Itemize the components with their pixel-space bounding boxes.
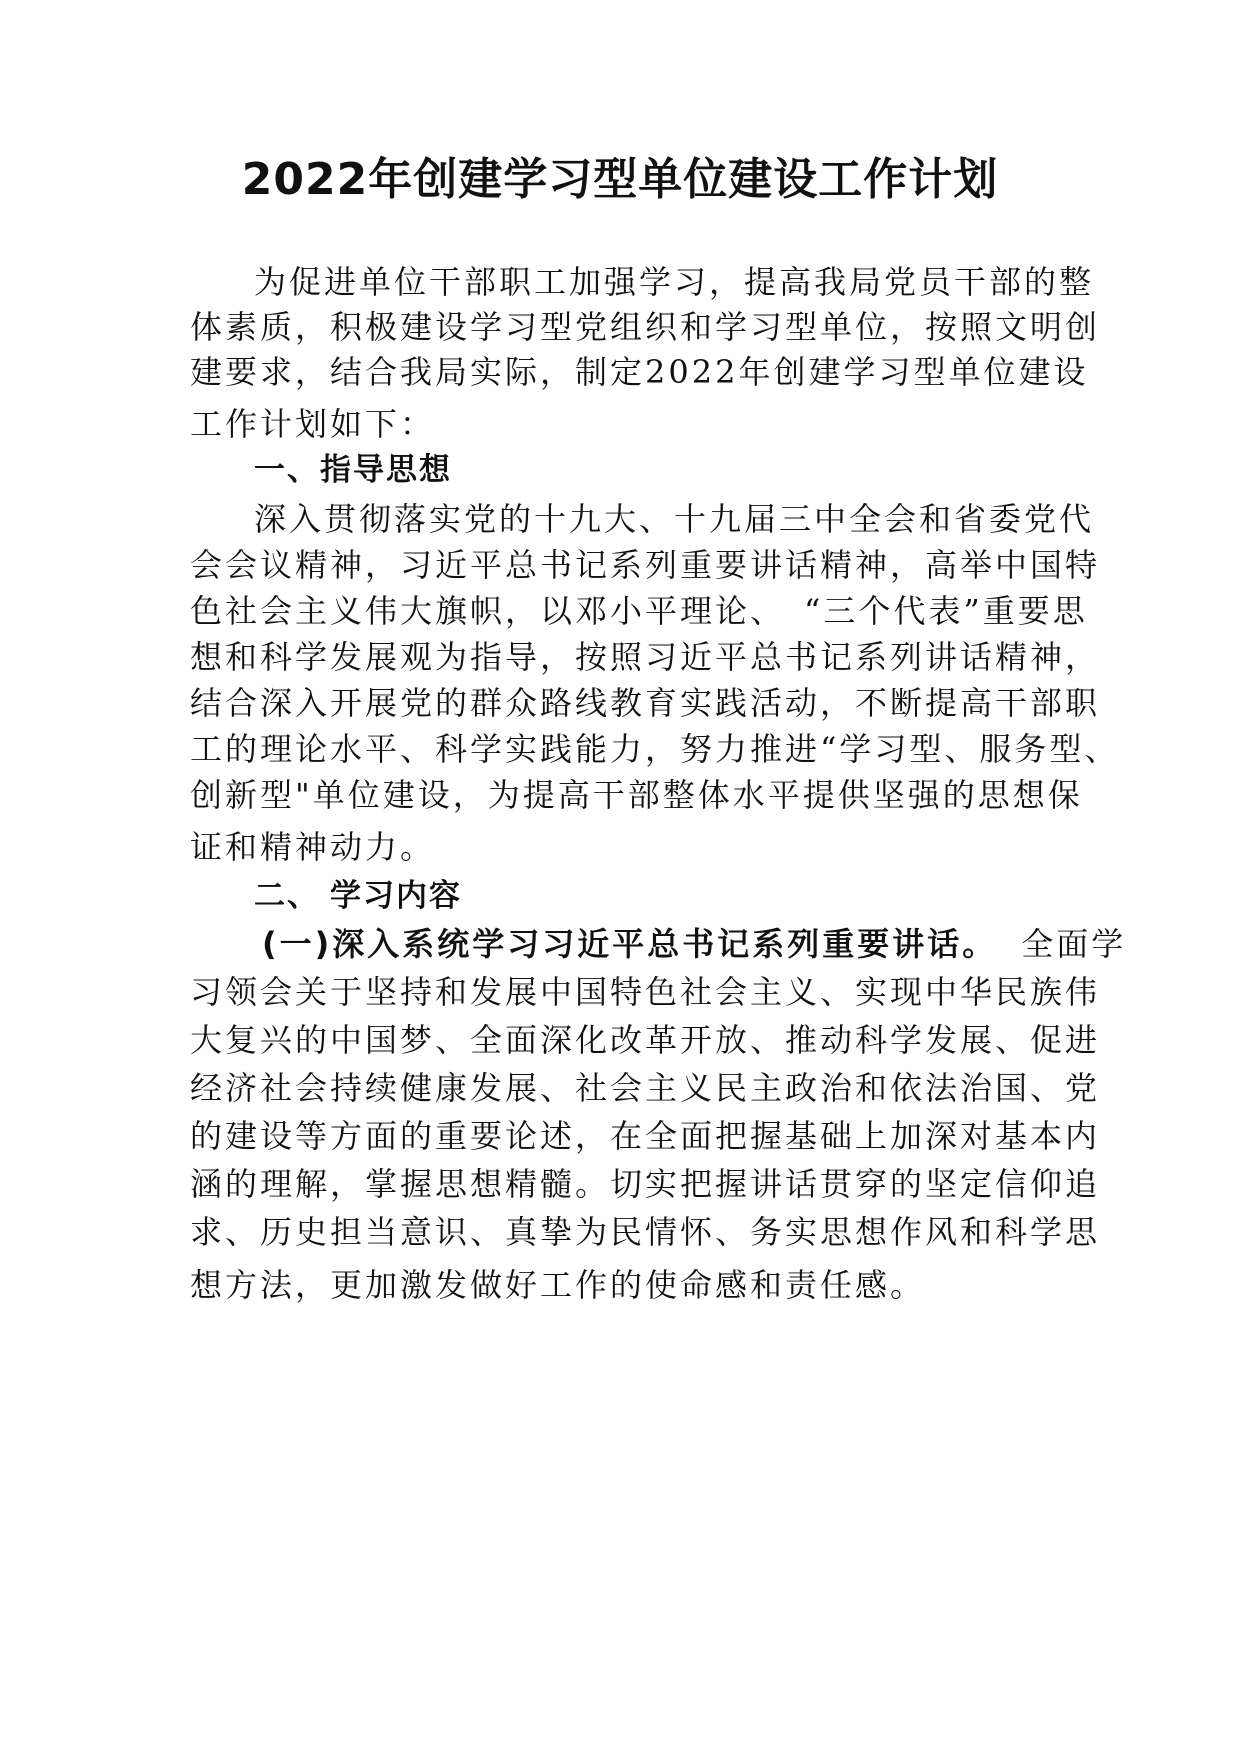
section1-line-7: 创新型"单位建设，为提高干部整体水平提供坚强的思想保 — [190, 776, 1083, 814]
section2-line-7: 想方法，更加激发做好工作的使命感和责任感。 — [190, 1266, 926, 1304]
section2-line-4: 的建设等方面的重要论述，在全面把握基础上加深对基本内 — [190, 1117, 1101, 1155]
section1-line-5: 结合深入开展党的群众路线教育实践活动，不断提高干部职 — [190, 684, 1101, 722]
section1-line-4: 想和科学发展观为指导，按照习近平总书记系列讲话精神， — [190, 638, 1101, 676]
document-title: 2022年创建学习型单位建设工作计划 — [241, 154, 999, 205]
section1-line-8: 证和精神动力。 — [190, 828, 436, 866]
subsection1-heading: (一)深入系统学习习近平总书记系列重要讲话。 — [262, 925, 998, 963]
section2-line-1: 习领会关于坚持和发展中国特色社会主义、实现中华民族伟 — [190, 973, 1101, 1011]
subsection1-first-text: 全面学 — [1021, 925, 1127, 963]
intro-line-1: 为促进单位干部职工加强学习，提高我局党员干部的整 — [254, 263, 1095, 301]
section-heading-guiding-thought: 一、指导思想 — [254, 452, 452, 488]
intro-line-4: 工作计划如下： — [190, 405, 436, 443]
subsection1-first-line — [262, 922, 1126, 966]
section1-line-6: 工的理论水平、科学实践能力，努力推进“学习型、服务型、 — [190, 730, 1120, 768]
section2-line-3: 经济社会持续健康发展、社会主义民主政治和依法治国、党 — [190, 1069, 1101, 1107]
section1-line-3: 色社会主义伟大旗帜，以邓小平理论、 “三个代表”重要思 — [190, 592, 1088, 630]
section-heading-number: 二、 — [254, 878, 320, 914]
section2-line-6: 求、历史担当意识、真挚为民情怀、务实思想作风和科学思 — [190, 1213, 1101, 1251]
section1-line-1: 深入贯彻落实党的十九大、十九届三中全会和省委党代 — [254, 500, 1095, 538]
intro-line-3: 建要求，结合我局实际，制定2022年创建学习型单位建设 — [190, 353, 1089, 391]
section2-line-2: 大复兴的中国梦、全面深化改革开放、推动科学发展、促进 — [190, 1021, 1101, 1059]
section-heading-study-content: 学习内容 — [330, 878, 462, 914]
section1-line-2: 会会议精神，习近平总书记系列重要讲话精神，高举中国特 — [190, 546, 1101, 584]
section2-line-5: 涵的理解，掌握思想精髓。切实把握讲话贯穿的坚定信仰追 — [190, 1165, 1101, 1203]
intro-line-2: 体素质，积极建设学习型党组织和学习型单位，按照文明创 — [190, 308, 1101, 346]
